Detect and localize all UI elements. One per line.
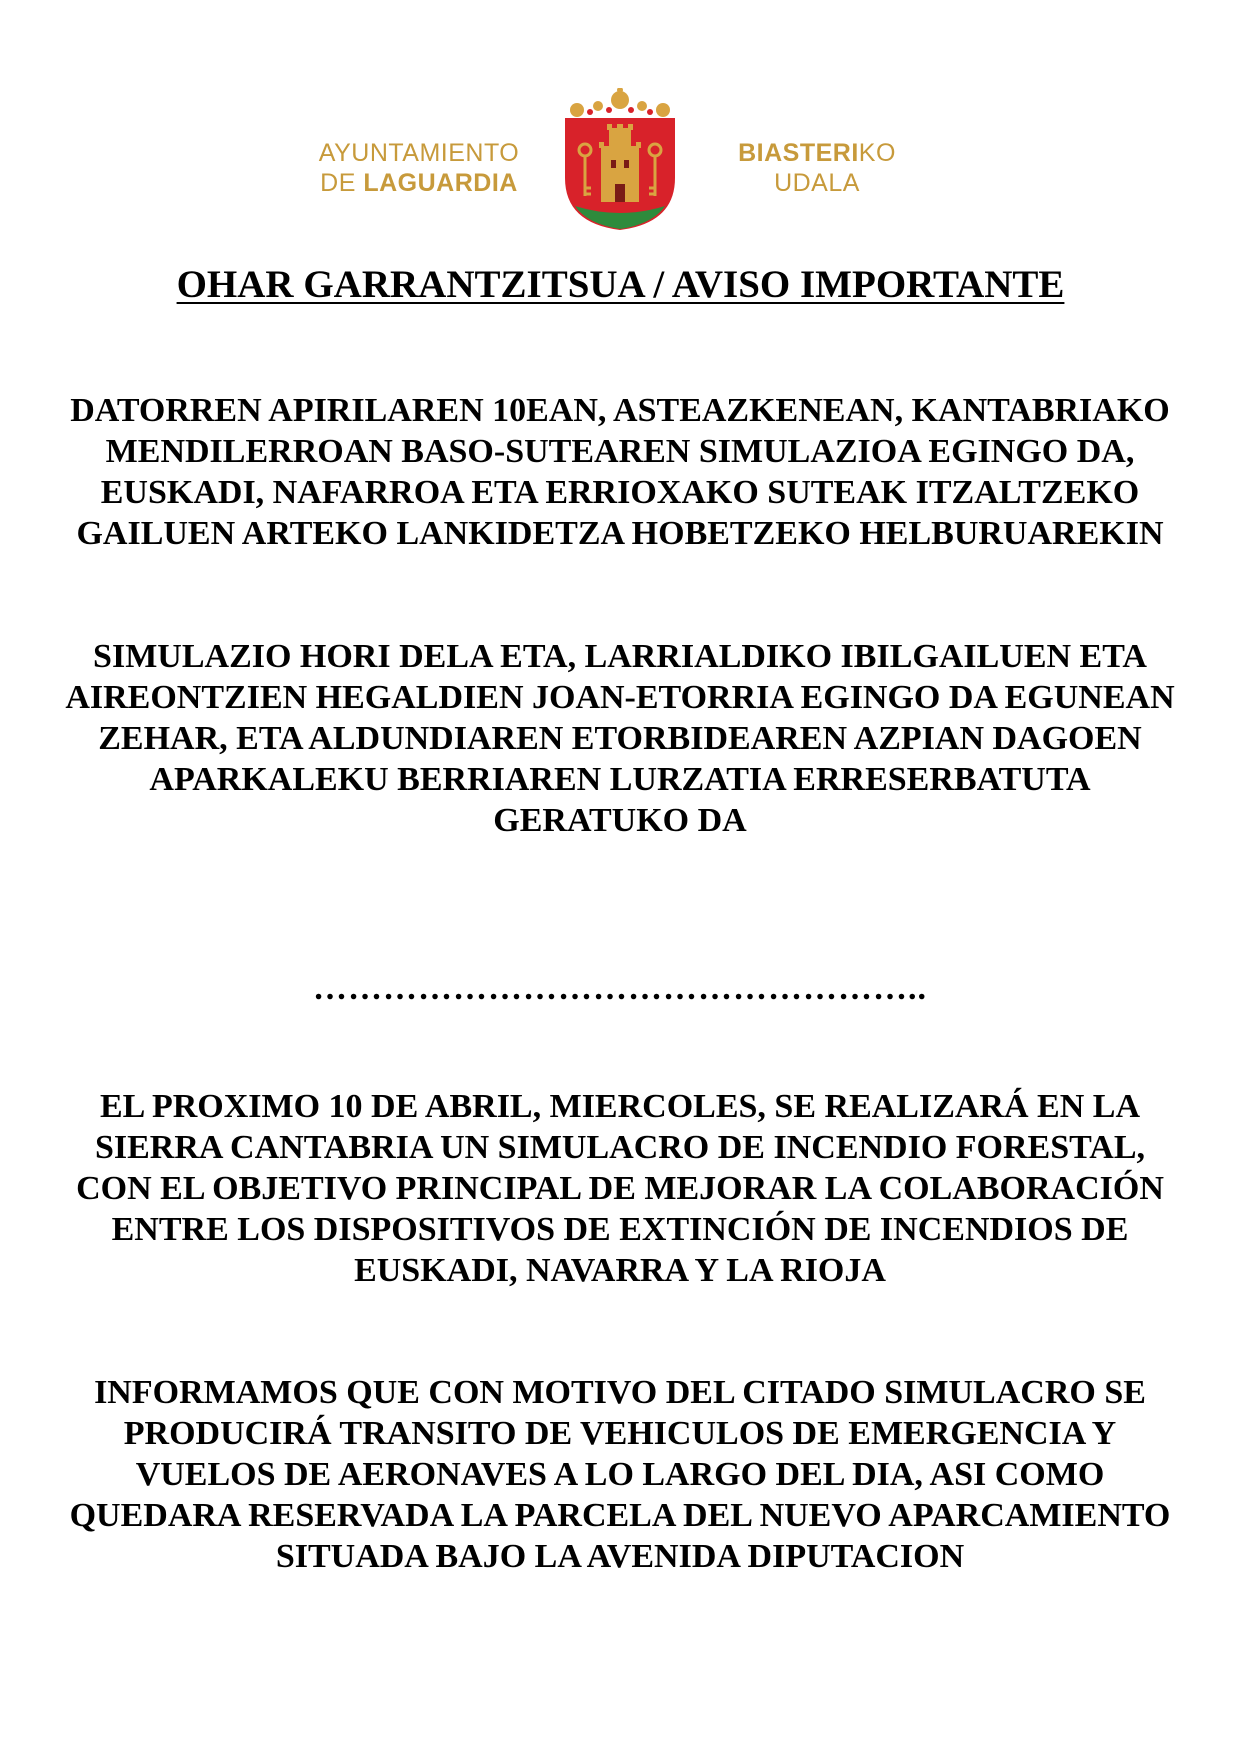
org-name-basque-line1 [717, 138, 917, 168]
paragraph-spanish-1: EL PROXIMO 10 DE ABRIL, MIERCOLES, SE REALIZARÁ EN LA SIERRA CANTABRIA UN SIMULACRO DE INCENDIO FORESTAL, CON EL OBJETIVO PRINCIPAL DE MEJORAR LA COLABORACIÓN ENTRE LOS DISPOSITIVOS DE EXTINCIÓN DE INCENDIOS DE EUSKADI, NAVARRA Y LA RIOJA [76, 1088, 1164, 1289]
org-name-basque-rest: KO [858, 139, 896, 167]
org-name-spanish-bold: LAGUARDIA [363, 169, 518, 197]
notice-title [0, 262, 1241, 308]
paragraph-basque-1: DATORREN APIRILAREN 10EAN, ASTEAZKENEAN, KANTABRIAKO MENDILERROAN BASO-SUTEAREN SIMULAZIOA EGINGO DA, EUSKADI, NAFARROA ETA ERRIOXAKO SUTEAK ITZALTZEKO GAILUEN ARTEKO LANKIDETZA HOBETZEKO HELBURUAREKIN [70, 392, 1170, 552]
paragraph-spanish-2: INFORMAMOS QUE CON MOTIVO DEL CITADO SIMULACRO SE PRODUCIRÁ TRANSITO DE VEHICULOS DE EMERGENCIA Y VUELOS DE AERONAVES A LO LARGO DEL DIA, ASI COMO QUEDARA RESERVADA LA PARCELA DEL NUEVO APARCAMIENTO SITUADA BAJO LA AVENIDA DIPUTACION [69, 1374, 1171, 1575]
crown-icon [570, 88, 670, 117]
paragraph-basque-2: SIMULAZIO HORI DELA ETA, LARRIALDIKO IBILGAILUEN ETA AIREONTZIEN HEGALDIEN JOAN-ETORRIA EGINGO DA EGUNEAN ZEHAR, ETA ALDUNDIAREN ETORBIDEAREN AZPIAN DAGOEN APARKALEKU BERRIAREN LURZATIA ERRESERBATUTA GERATUKO DA [65, 638, 1175, 839]
org-name-spanish-prefix: DE [320, 169, 364, 197]
municipal-header [297, 88, 917, 228]
coat-of-arms-logo [555, 88, 685, 232]
org-name-spanish-line2 [309, 168, 529, 198]
notice-title-text: OHAR GARRANTZITSUA / AVISO IMPORTANTE [176, 263, 1065, 306]
org-name-basque-line2: UDALA [774, 169, 860, 197]
org-name-spanish-line1: AYUNTAMIENTO [318, 139, 520, 167]
org-name-basque [717, 138, 917, 198]
org-name-basque-bold: BIASTERI [738, 139, 859, 167]
separator: …………………………………………….. [313, 970, 927, 1007]
org-name-spanish [309, 138, 529, 198]
